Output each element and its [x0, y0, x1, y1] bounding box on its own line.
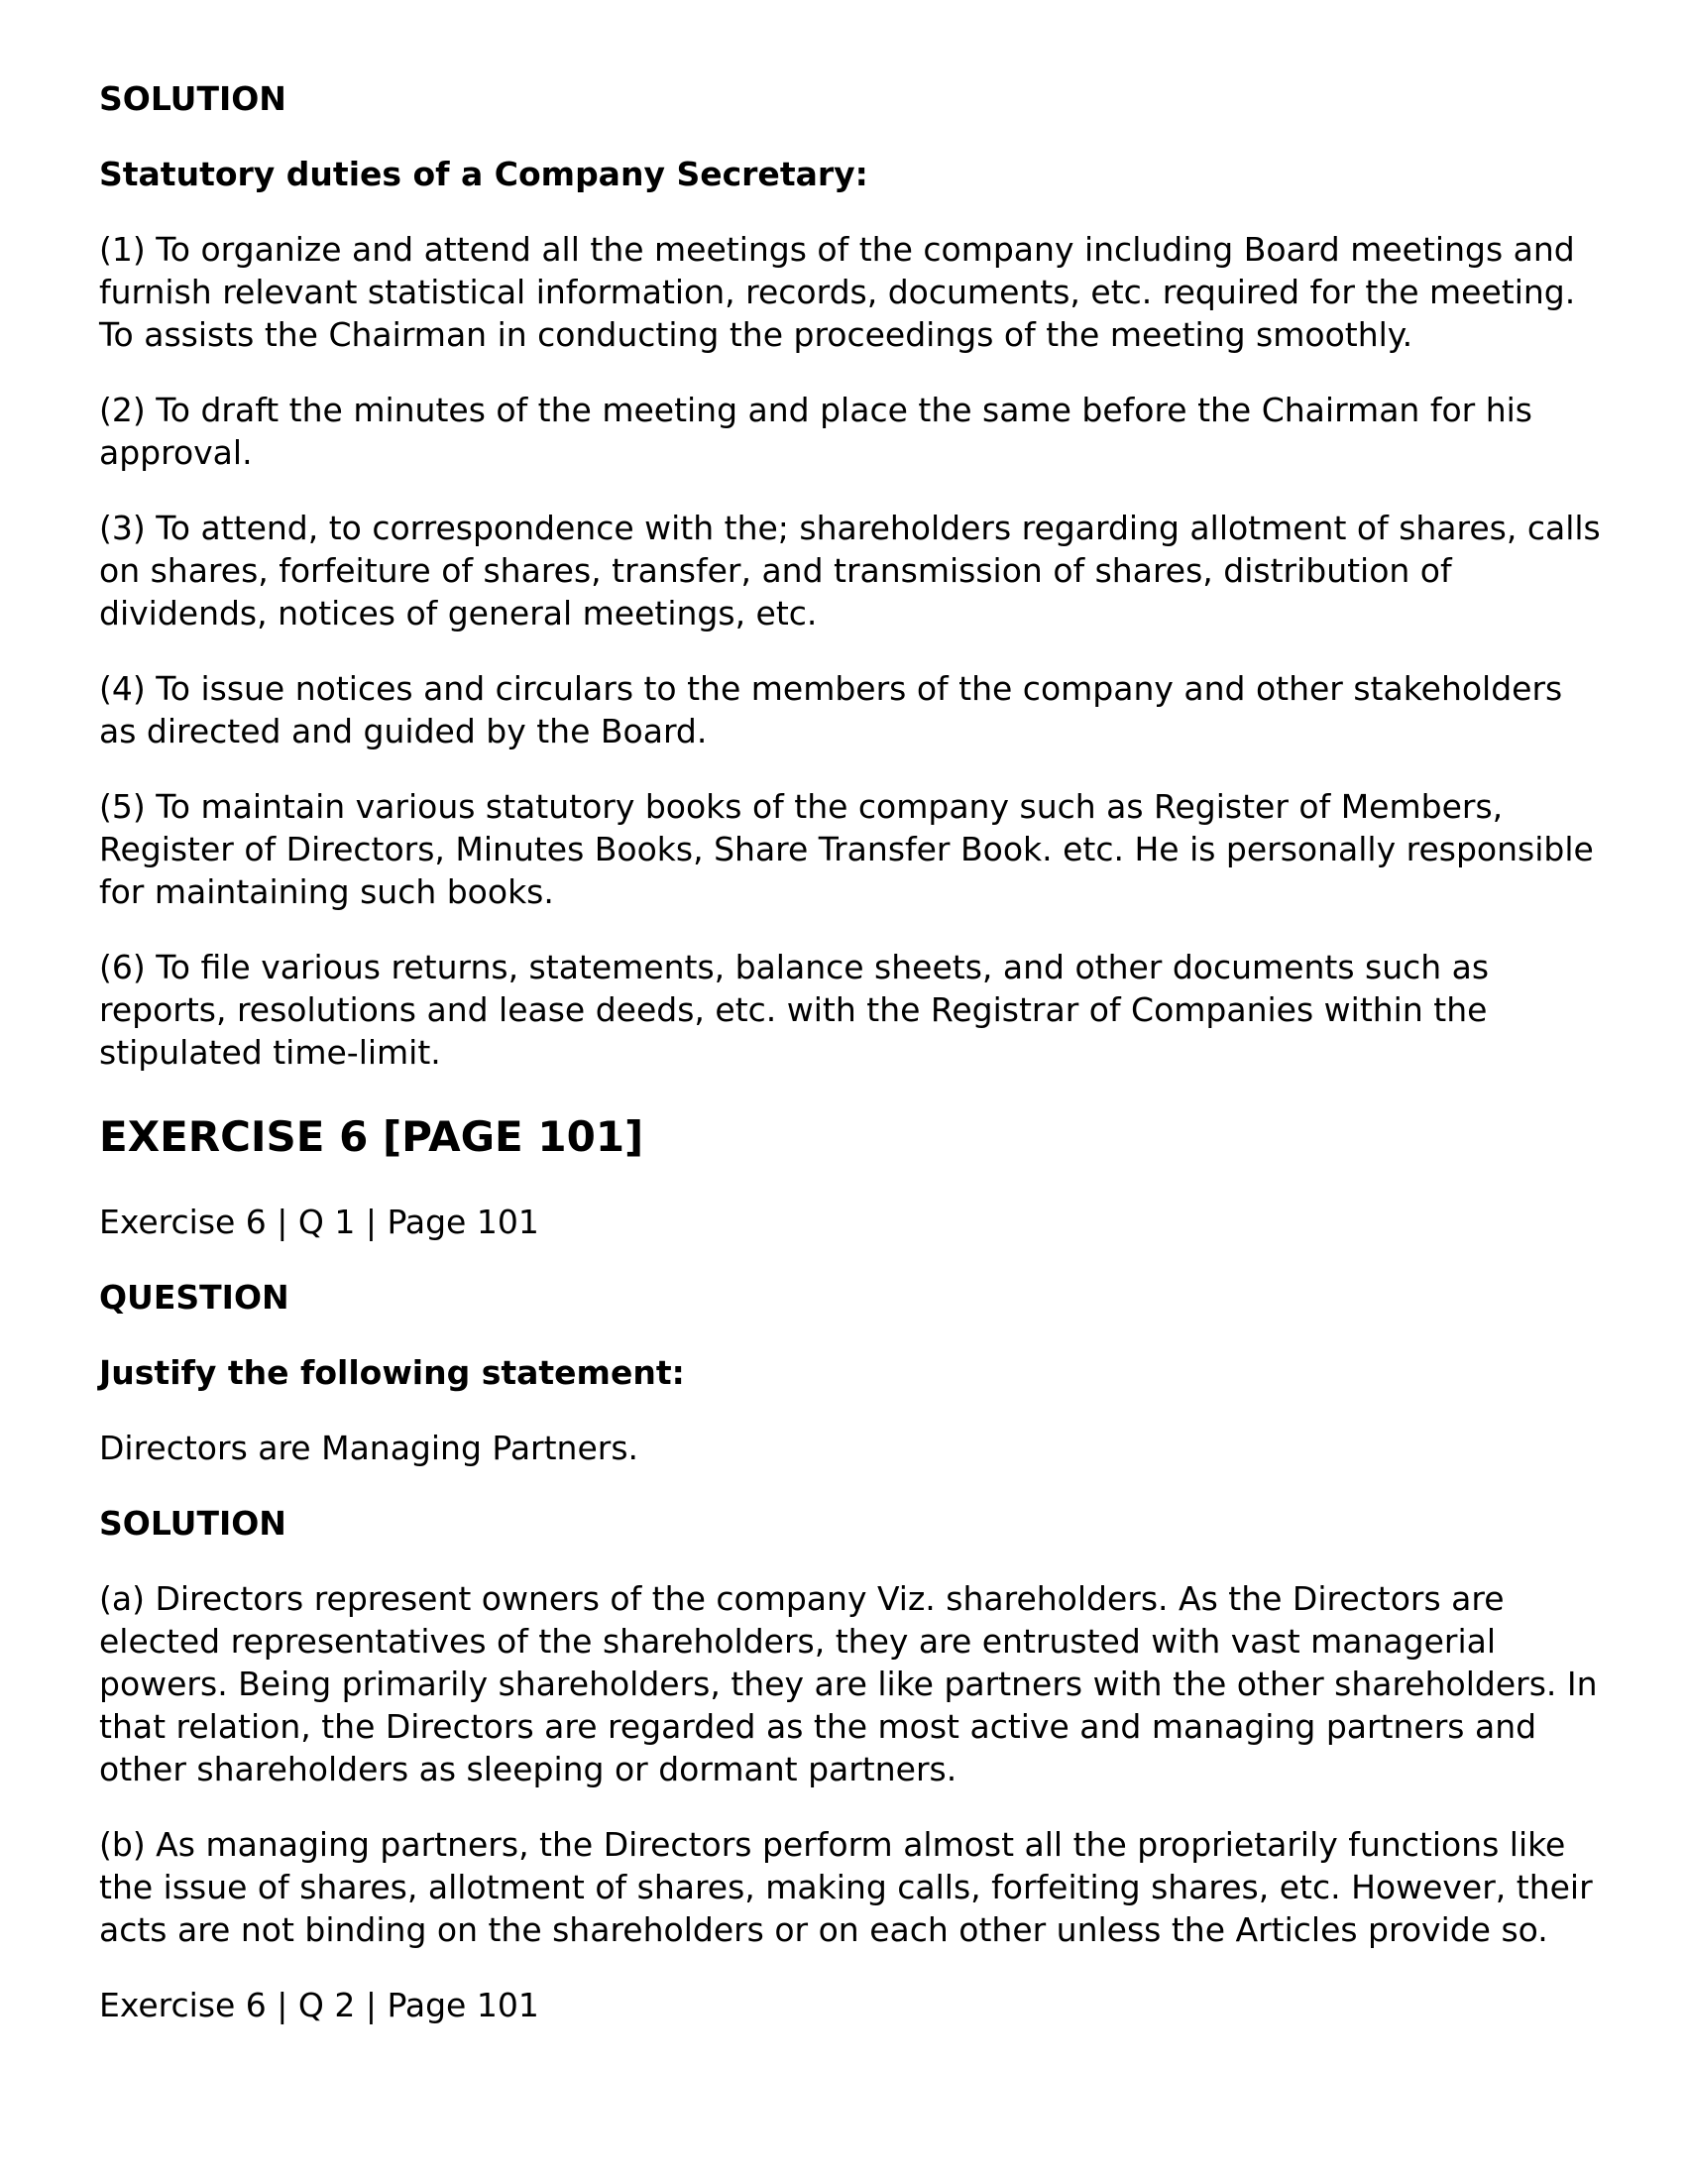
duty-paragraph-3: (3) To attend, to correspondence with the; shareholders regarding allotment of shares, calls on shares, forfeiture of shares, transfer, and transmission of shares, distribution of dividends, notices of general meetings, etc. [99, 509, 1601, 632]
duty-paragraph-2: (2) To draft the minutes of the meeting and place the same before the Chairman for his approval. [99, 391, 1532, 472]
duty-paragraph-1: (1) To organize and attend all the meetings of the company including Board meetings and furnish relevant statistical information, records, documents, etc. required for the meeting. To assists the Chairman in conducting the proceedings of the meeting smoothly. [99, 230, 1576, 354]
solution-label: SOLUTION [99, 79, 286, 118]
solution-label: SOLUTION [99, 1504, 286, 1543]
exercise-heading: EXERCISE 6 [PAGE 101] [99, 1112, 644, 1161]
question-subheading: Justify the following statement: [99, 1353, 685, 1392]
solution-subheading: Statutory duties of a Company Secretary: [99, 155, 868, 193]
question-reference: Exercise 6 | Q 2 | Page 101 [99, 1986, 539, 2024]
solution-paragraph-a: (a) Directors represent owners of the company Viz. shareholders. As the Directors are elected representatives of the shareholders, they are entrusted with vast managerial powers. Being primarily shareholders, they are like partners with the other shareholders. In that relation, the Directors are regarded as the most active and managing partners and other shareholders as sleeping or dormant partners. [99, 1579, 1598, 1788]
solution-paragraph-b: (b) As managing partners, the Directors perform almost all the proprietarily functions like the issue of shares, allotment of shares, making calls, forfeiting shares, etc. However, their acts are not binding on the shareholders or on each other unless the Articles provide so. [99, 1825, 1593, 1949]
question-label: QUESTION [99, 1278, 289, 1317]
document-page [99, 77, 1606, 2059]
duty-paragraph-4: (4) To issue notices and circulars to the members of the company and other stakeholders as directed and guided by the Board. [99, 669, 1563, 750]
question-reference: Exercise 6 | Q 1 | Page 101 [99, 1203, 539, 1241]
question-text: Directors are Managing Partners. [99, 1429, 639, 1467]
duty-paragraph-5: (5) To maintain various statutory books of the company such as Register of Members, Register of Directors, Minutes Books, Share Transfer Book. etc. He is personally responsible for maintaining such books. [99, 787, 1594, 911]
duty-paragraph-6: (6) To file various returns, statements, balance sheets, and other documents such as reports, resolutions and lease deeds, etc. with the Registrar of Companies within the stipulated time-limit. [99, 948, 1490, 1072]
